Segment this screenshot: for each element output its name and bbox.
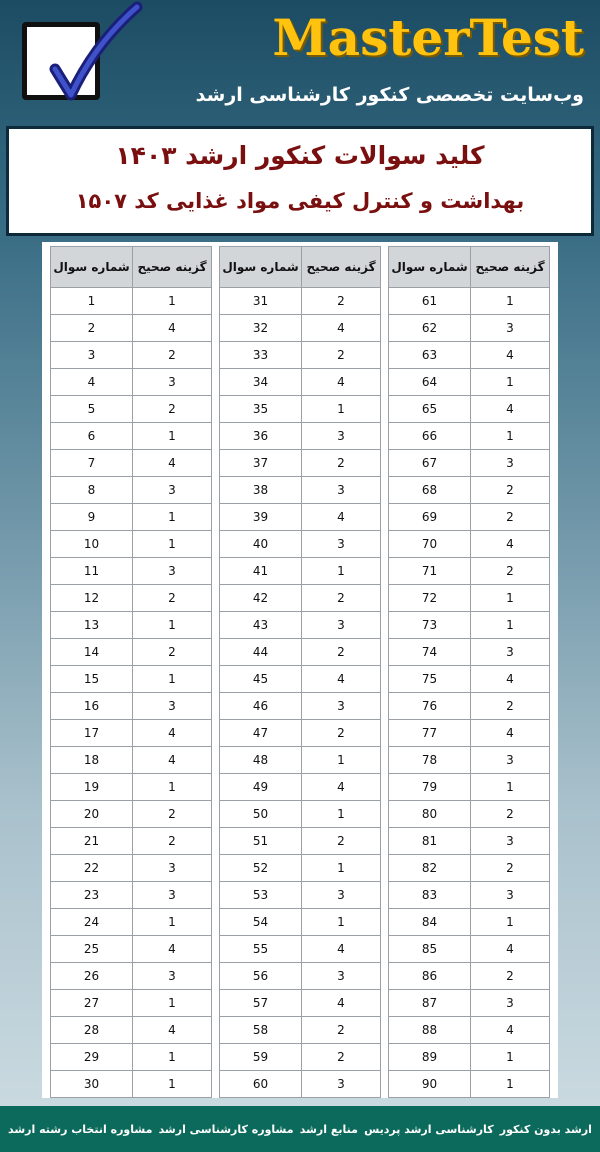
question-number: 52	[220, 855, 302, 882]
table-row	[220, 288, 381, 315]
correct-option: 2	[471, 558, 550, 585]
table-row	[389, 936, 550, 963]
question-number: 72	[389, 585, 471, 612]
table-row	[389, 369, 550, 396]
question-number: 64	[389, 369, 471, 396]
question-number: 90	[389, 1071, 471, 1098]
table-header-row	[220, 247, 381, 288]
correct-option: 2	[133, 585, 212, 612]
table-row	[51, 558, 212, 585]
table-row	[220, 504, 381, 531]
table-row	[220, 855, 381, 882]
table-row	[51, 612, 212, 639]
question-number: 82	[389, 855, 471, 882]
correct-option: 2	[302, 342, 381, 369]
question-number: 43	[220, 612, 302, 639]
table-row	[220, 639, 381, 666]
question-number: 87	[389, 990, 471, 1017]
question-number: 17	[51, 720, 133, 747]
correct-option: 1	[133, 909, 212, 936]
question-number: 50	[220, 801, 302, 828]
correct-option: 1	[471, 369, 550, 396]
question-number: 40	[220, 531, 302, 558]
table-row	[51, 801, 212, 828]
question-number: 18	[51, 747, 133, 774]
correct-option: 2	[471, 693, 550, 720]
correct-option: 2	[133, 396, 212, 423]
question-number: 89	[389, 1044, 471, 1071]
question-number: 71	[389, 558, 471, 585]
table-header-row	[51, 247, 212, 288]
question-number: 33	[220, 342, 302, 369]
correct-option: 4	[471, 531, 550, 558]
correct-option: 4	[471, 936, 550, 963]
table-row	[51, 693, 212, 720]
correct-option: 3	[133, 855, 212, 882]
table-row	[389, 585, 550, 612]
table-row	[51, 855, 212, 882]
table-row	[389, 774, 550, 801]
table-row	[220, 747, 381, 774]
question-number: 13	[51, 612, 133, 639]
question-number: 83	[389, 882, 471, 909]
table-row	[389, 855, 550, 882]
question-number: 36	[220, 423, 302, 450]
table-header-row	[389, 247, 550, 288]
answer-table-3	[388, 246, 550, 1098]
question-number: 23	[51, 882, 133, 909]
correct-option: 2	[302, 288, 381, 315]
table-row	[51, 936, 212, 963]
question-number: 88	[389, 1017, 471, 1044]
question-number: 15	[51, 666, 133, 693]
correct-option: 2	[133, 639, 212, 666]
question-number: 77	[389, 720, 471, 747]
question-number: 60	[220, 1071, 302, 1098]
correct-option: 2	[302, 1017, 381, 1044]
table-row	[220, 801, 381, 828]
question-number: 41	[220, 558, 302, 585]
question-number: 81	[389, 828, 471, 855]
question-number: 34	[220, 369, 302, 396]
correct-option: 4	[133, 1017, 212, 1044]
table-row	[389, 504, 550, 531]
correct-option: 1	[133, 990, 212, 1017]
answer-key-panel	[42, 242, 558, 1098]
correct-option: 3	[471, 450, 550, 477]
question-number: 2	[51, 315, 133, 342]
table-row	[389, 423, 550, 450]
correct-option: 4	[471, 396, 550, 423]
table-row	[51, 909, 212, 936]
table-row	[389, 288, 550, 315]
footer-link[interactable]: منابع ارشد	[299, 1122, 358, 1136]
correct-option: 3	[471, 828, 550, 855]
table-row	[51, 450, 212, 477]
question-number: 61	[389, 288, 471, 315]
table-row	[51, 315, 212, 342]
table-row	[51, 990, 212, 1017]
correct-option: 4	[302, 369, 381, 396]
correct-option: 1	[133, 531, 212, 558]
question-number: 22	[51, 855, 133, 882]
question-column-header: شماره سوال	[389, 247, 471, 288]
question-number: 57	[220, 990, 302, 1017]
correct-option: 1	[133, 1044, 212, 1071]
question-number: 54	[220, 909, 302, 936]
table-row	[51, 882, 212, 909]
answer-table-2	[219, 246, 381, 1098]
table-row	[389, 558, 550, 585]
question-number: 28	[51, 1017, 133, 1044]
question-number: 86	[389, 963, 471, 990]
question-number: 32	[220, 315, 302, 342]
question-number: 55	[220, 936, 302, 963]
correct-option: 1	[302, 747, 381, 774]
question-number: 4	[51, 369, 133, 396]
question-number: 1	[51, 288, 133, 315]
table-row	[389, 477, 550, 504]
table-row	[220, 342, 381, 369]
table-row	[220, 315, 381, 342]
question-number: 51	[220, 828, 302, 855]
question-number: 66	[389, 423, 471, 450]
correct-option: 4	[471, 342, 550, 369]
question-number: 9	[51, 504, 133, 531]
answer-table-1	[50, 246, 212, 1098]
page-title: کلید سوالات کنکور ارشد ۱۴۰۳	[115, 141, 485, 170]
answer-column-header: گزینه صحیح	[302, 247, 381, 288]
question-number: 70	[389, 531, 471, 558]
correct-option: 4	[133, 720, 212, 747]
table-row	[220, 1044, 381, 1071]
correct-option: 4	[302, 504, 381, 531]
table-row	[51, 531, 212, 558]
question-number: 31	[220, 288, 302, 315]
question-number: 58	[220, 1017, 302, 1044]
correct-option: 1	[133, 1071, 212, 1098]
table-row	[389, 639, 550, 666]
question-number: 65	[389, 396, 471, 423]
table-row	[51, 585, 212, 612]
correct-option: 1	[302, 396, 381, 423]
correct-option: 3	[302, 612, 381, 639]
question-number: 46	[220, 693, 302, 720]
correct-option: 2	[302, 450, 381, 477]
table-row	[389, 1044, 550, 1071]
table-row	[51, 666, 212, 693]
correct-option: 2	[302, 1044, 381, 1071]
table-row	[389, 990, 550, 1017]
table-row	[220, 909, 381, 936]
correct-option: 1	[133, 774, 212, 801]
question-number: 20	[51, 801, 133, 828]
table-row	[389, 963, 550, 990]
table-row	[220, 1071, 381, 1098]
question-number: 25	[51, 936, 133, 963]
logo[interactable]	[22, 22, 100, 100]
table-row	[51, 963, 212, 990]
table-row	[51, 1071, 212, 1098]
correct-option: 2	[471, 477, 550, 504]
question-number: 12	[51, 585, 133, 612]
correct-option: 2	[302, 585, 381, 612]
question-number: 44	[220, 639, 302, 666]
table-row	[220, 396, 381, 423]
question-number: 85	[389, 936, 471, 963]
answer-column-header: گزینه صحیح	[471, 247, 550, 288]
table-row	[220, 1017, 381, 1044]
question-number: 14	[51, 639, 133, 666]
table-row	[389, 1017, 550, 1044]
question-number: 3	[51, 342, 133, 369]
question-number: 62	[389, 315, 471, 342]
table-row	[389, 342, 550, 369]
table-row	[389, 693, 550, 720]
question-number: 68	[389, 477, 471, 504]
correct-option: 2	[471, 504, 550, 531]
table-row	[220, 558, 381, 585]
correct-option: 2	[471, 963, 550, 990]
table-row	[51, 369, 212, 396]
correct-option: 1	[471, 1044, 550, 1071]
brand-name[interactable]: MasterTest	[272, 8, 584, 67]
correct-option: 4	[302, 936, 381, 963]
question-number: 37	[220, 450, 302, 477]
table-row	[389, 801, 550, 828]
table-row	[220, 531, 381, 558]
question-number: 7	[51, 450, 133, 477]
table-row	[389, 450, 550, 477]
question-number: 10	[51, 531, 133, 558]
correct-option: 2	[133, 342, 212, 369]
question-number: 47	[220, 720, 302, 747]
question-number: 8	[51, 477, 133, 504]
table-row	[220, 828, 381, 855]
question-number: 79	[389, 774, 471, 801]
table-row	[51, 423, 212, 450]
question-number: 75	[389, 666, 471, 693]
table-row	[220, 369, 381, 396]
correct-option: 3	[133, 693, 212, 720]
question-number: 11	[51, 558, 133, 585]
correct-option: 4	[471, 1017, 550, 1044]
question-number: 30	[51, 1071, 133, 1098]
question-number: 67	[389, 450, 471, 477]
correct-option: 2	[133, 828, 212, 855]
footer-link[interactable]: ارشد بدون کنکور	[499, 1122, 592, 1136]
table-row	[389, 531, 550, 558]
table-row	[220, 720, 381, 747]
correct-option: 1	[471, 612, 550, 639]
question-number: 26	[51, 963, 133, 990]
correct-option: 3	[302, 477, 381, 504]
page-title-box	[6, 126, 594, 236]
correct-option: 1	[471, 1071, 550, 1098]
site-header	[0, 0, 600, 122]
correct-option: 3	[302, 882, 381, 909]
correct-option: 3	[471, 882, 550, 909]
table-row	[51, 639, 212, 666]
correct-option: 3	[471, 990, 550, 1017]
table-row	[220, 990, 381, 1017]
footer-nav	[0, 1106, 600, 1152]
table-row	[389, 828, 550, 855]
question-number: 80	[389, 801, 471, 828]
table-row	[389, 882, 550, 909]
site-tagline: وب‌سایت تخصصی کنکور کارشناسی ارشد	[195, 84, 584, 106]
footer-link[interactable]: مشاوره کارشناسی ارشد	[158, 1122, 294, 1136]
table-row	[51, 828, 212, 855]
correct-option: 4	[302, 990, 381, 1017]
question-number: 21	[51, 828, 133, 855]
question-column-header: شماره سوال	[51, 247, 133, 288]
question-number: 38	[220, 477, 302, 504]
correct-option: 1	[471, 585, 550, 612]
correct-option: 1	[133, 288, 212, 315]
question-number: 53	[220, 882, 302, 909]
correct-option: 3	[471, 639, 550, 666]
question-number: 42	[220, 585, 302, 612]
correct-option: 2	[302, 720, 381, 747]
question-number: 45	[220, 666, 302, 693]
correct-option: 1	[302, 909, 381, 936]
correct-option: 1	[133, 612, 212, 639]
correct-option: 1	[133, 666, 212, 693]
question-number: 24	[51, 909, 133, 936]
correct-option: 3	[471, 747, 550, 774]
correct-option: 3	[133, 369, 212, 396]
correct-option: 3	[133, 882, 212, 909]
correct-option: 1	[471, 909, 550, 936]
table-row	[389, 666, 550, 693]
question-number: 56	[220, 963, 302, 990]
correct-option: 2	[302, 639, 381, 666]
correct-option: 3	[133, 558, 212, 585]
table-row	[389, 612, 550, 639]
table-row	[51, 1044, 212, 1071]
correct-option: 3	[133, 963, 212, 990]
question-number: 69	[389, 504, 471, 531]
question-number: 6	[51, 423, 133, 450]
table-row	[51, 774, 212, 801]
correct-option: 1	[133, 504, 212, 531]
correct-option: 3	[302, 693, 381, 720]
correct-option: 4	[133, 315, 212, 342]
question-number: 73	[389, 612, 471, 639]
table-row	[51, 288, 212, 315]
correct-option: 2	[133, 801, 212, 828]
correct-option: 4	[302, 666, 381, 693]
correct-option: 4	[471, 666, 550, 693]
correct-option: 2	[302, 828, 381, 855]
table-row	[220, 774, 381, 801]
table-row	[389, 909, 550, 936]
question-number: 35	[220, 396, 302, 423]
page-subtitle: بهداشت و کنترل کیفی مواد غذایی کد ۱۵۰۷	[75, 189, 525, 213]
question-number: 39	[220, 504, 302, 531]
table-row	[220, 882, 381, 909]
question-number: 16	[51, 693, 133, 720]
question-number: 78	[389, 747, 471, 774]
correct-option: 4	[471, 720, 550, 747]
table-row	[220, 666, 381, 693]
correct-option: 3	[133, 477, 212, 504]
table-row	[51, 504, 212, 531]
table-row	[220, 477, 381, 504]
correct-option: 2	[471, 855, 550, 882]
answer-column-header: گزینه صحیح	[133, 247, 212, 288]
question-number: 48	[220, 747, 302, 774]
table-row	[220, 963, 381, 990]
question-number: 19	[51, 774, 133, 801]
table-row	[389, 396, 550, 423]
question-number: 29	[51, 1044, 133, 1071]
table-row	[389, 315, 550, 342]
correct-option: 3	[302, 963, 381, 990]
question-number: 59	[220, 1044, 302, 1071]
table-row	[389, 720, 550, 747]
correct-option: 3	[471, 315, 550, 342]
correct-option: 4	[133, 936, 212, 963]
table-row	[51, 720, 212, 747]
question-number: 74	[389, 639, 471, 666]
correct-option: 1	[471, 288, 550, 315]
correct-option: 4	[133, 747, 212, 774]
table-row	[220, 450, 381, 477]
table-row	[220, 612, 381, 639]
correct-option: 1	[133, 423, 212, 450]
table-row	[51, 1017, 212, 1044]
question-column-header: شماره سوال	[220, 247, 302, 288]
table-row	[51, 396, 212, 423]
table-row	[51, 747, 212, 774]
correct-option: 2	[471, 801, 550, 828]
question-number: 49	[220, 774, 302, 801]
table-row	[389, 1071, 550, 1098]
question-number: 84	[389, 909, 471, 936]
table-row	[220, 423, 381, 450]
correct-option: 1	[471, 774, 550, 801]
correct-option: 1	[302, 855, 381, 882]
question-number: 76	[389, 693, 471, 720]
question-number: 27	[51, 990, 133, 1017]
table-row	[220, 585, 381, 612]
correct-option: 4	[133, 450, 212, 477]
checkmark-box-icon	[27, 5, 137, 105]
question-number: 5	[51, 396, 133, 423]
table-row	[220, 936, 381, 963]
table-row	[51, 342, 212, 369]
correct-option: 1	[302, 558, 381, 585]
correct-option: 4	[302, 774, 381, 801]
correct-option: 3	[302, 1071, 381, 1098]
correct-option: 3	[302, 423, 381, 450]
table-row	[51, 477, 212, 504]
footer-link[interactable]: کارشناسی ارشد پردیس	[364, 1122, 494, 1136]
table-row	[220, 693, 381, 720]
correct-option: 4	[302, 315, 381, 342]
table-row	[389, 747, 550, 774]
correct-option: 1	[471, 423, 550, 450]
correct-option: 3	[302, 531, 381, 558]
footer-link[interactable]: مشاوره انتخاب رشته ارشد	[8, 1122, 153, 1136]
correct-option: 1	[302, 801, 381, 828]
question-number: 63	[389, 342, 471, 369]
